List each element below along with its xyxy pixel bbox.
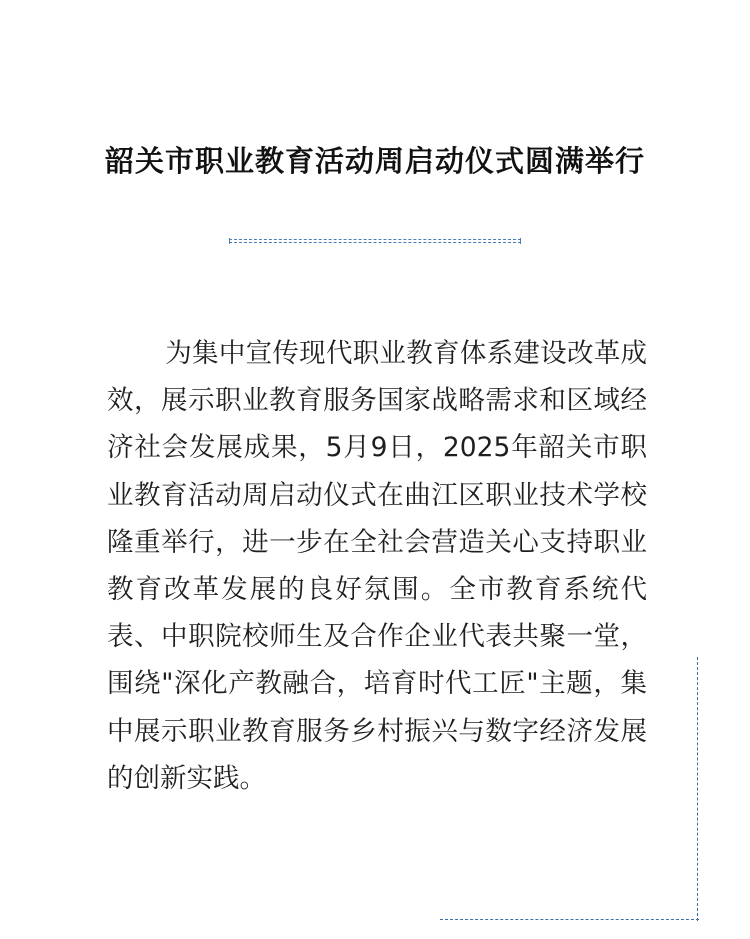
title-divider	[229, 239, 521, 243]
decorative-frame-bottom-border	[440, 919, 699, 920]
decorative-frame-right-border	[697, 657, 698, 921]
article-body	[107, 330, 647, 802]
article-paragraph: 为集中宣传现代职业教育体系建设改革成效，展示职业教育服务国家战略需求和区域经济社会发展成果，5月9日，2025年韶关市职业教育活动周启动仪式在曲江区职业技术学校隆重举行，进一步在全社会营造关心支持职业教育改革发展的良好氛围。全市教育系统代表、中职院校师生及合作企业代表共聚一堂，围绕"深化产教融合，培育时代工匠"主题，集中展示职业教育服务乡村振兴与数字经济发展的创新实践。	[107, 338, 647, 794]
article-title: 韶关市职业教育活动周启动仪式圆满举行	[104, 144, 645, 179]
